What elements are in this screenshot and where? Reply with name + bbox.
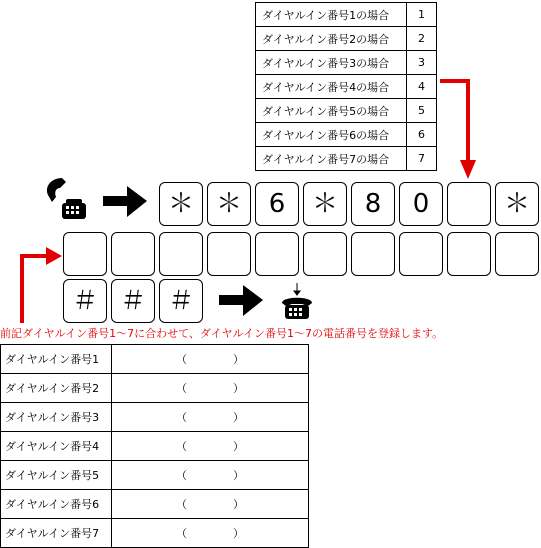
register-label: ダイヤルイン番号2 — [1, 374, 112, 403]
register-row — [1, 403, 309, 432]
paren-close: ） — [233, 440, 244, 453]
phone-off-hook-icon — [47, 178, 86, 219]
mapping-digit: 1 — [407, 3, 437, 27]
mapping-label: ダイヤルイン番号4の場合 — [256, 75, 407, 99]
mapping-digit: 3 — [407, 51, 437, 75]
red-arrow-to-blank-key — [440, 79, 476, 179]
black-arrow-right-2 — [219, 285, 263, 316]
phone-on-hook-icon — [282, 298, 312, 319]
mapping-label: ダイヤルイン番号3の場合 — [256, 51, 407, 75]
register-number-field[interactable] — [112, 519, 309, 548]
paren-open: （ — [176, 440, 187, 453]
key-asterisk[interactable]: ＊ — [159, 182, 203, 226]
paren-open: （ — [176, 527, 187, 540]
register-label: ダイヤルイン番号6 — [1, 490, 112, 519]
key-blank[interactable] — [255, 232, 299, 276]
register-row — [1, 374, 309, 403]
mapping-digit: 7 — [407, 147, 437, 171]
register-label: ダイヤルイン番号3 — [1, 403, 112, 432]
key-blank[interactable] — [447, 232, 491, 276]
key-blank[interactable] — [159, 232, 203, 276]
key-blank[interactable] — [303, 232, 347, 276]
key-asterisk[interactable]: ＊ — [495, 182, 539, 226]
register-label: ダイヤルイン番号5 — [1, 461, 112, 490]
key-asterisk[interactable]: ＊ — [303, 182, 347, 226]
key-hash[interactable]: ＃ — [111, 279, 155, 323]
paren-open: （ — [176, 498, 187, 511]
register-label: ダイヤルイン番号7 — [1, 519, 112, 548]
register-number-field[interactable] — [112, 403, 309, 432]
paren-open: （ — [176, 411, 187, 424]
register-row — [1, 461, 309, 490]
register-label: ダイヤルイン番号1 — [1, 345, 112, 374]
key-dial-in-digit[interactable] — [447, 182, 491, 226]
down-arrow-small — [294, 283, 300, 295]
mapping-label: ダイヤルイン番号5の場合 — [256, 99, 407, 123]
mapping-digit: 6 — [407, 123, 437, 147]
red-arrow-to-blank-row — [20, 247, 62, 323]
register-number-field[interactable] — [112, 432, 309, 461]
key-blank[interactable] — [111, 232, 155, 276]
mapping-label: ダイヤルイン番号7の場合 — [256, 147, 407, 171]
mapping-label: ダイヤルイン番号6の場合 — [256, 123, 407, 147]
key-0[interactable]: 0 — [399, 182, 443, 226]
key-asterisk[interactable]: ＊ — [207, 182, 251, 226]
register-row — [1, 432, 309, 461]
mapping-label: ダイヤルイン番号2の場合 — [256, 27, 407, 51]
key-blank[interactable] — [63, 232, 107, 276]
paren-close: ） — [233, 382, 244, 395]
key-8[interactable]: 8 — [351, 182, 395, 226]
mapping-digit: 5 — [407, 99, 437, 123]
mapping-digit: 4 — [407, 75, 437, 99]
register-row — [1, 490, 309, 519]
mapping-label: ダイヤルイン番号1の場合 — [256, 3, 407, 27]
register-row — [1, 519, 309, 548]
registration-note: 前記ダイヤルイン番号1～7に合わせて、ダイヤルイン番号1～7の電話番号を登録します。 — [0, 327, 444, 340]
key-blank[interactable] — [351, 232, 395, 276]
register-number-field[interactable] — [112, 490, 309, 519]
mapping-digit: 2 — [407, 27, 437, 51]
paren-open: （ — [176, 353, 187, 366]
paren-close: ） — [233, 498, 244, 511]
key-hash[interactable]: ＃ — [63, 279, 107, 323]
register-number-field[interactable] — [112, 374, 309, 403]
key-6[interactable]: 6 — [255, 182, 299, 226]
paren-close: ） — [233, 353, 244, 366]
register-number-field[interactable] — [112, 345, 309, 374]
paren-close: ） — [233, 469, 244, 482]
black-arrow-right — [103, 186, 147, 217]
register-row — [1, 345, 309, 374]
key-hash[interactable]: ＃ — [159, 279, 203, 323]
dial-in-register-table — [0, 344, 309, 548]
paren-close: ） — [233, 411, 244, 424]
key-blank[interactable] — [399, 232, 443, 276]
paren-open: （ — [176, 469, 187, 482]
key-blank[interactable] — [495, 232, 539, 276]
register-label: ダイヤルイン番号4 — [1, 432, 112, 461]
paren-open: （ — [176, 382, 187, 395]
key-blank[interactable] — [207, 232, 251, 276]
paren-close: ） — [233, 527, 244, 540]
register-number-field[interactable] — [112, 461, 309, 490]
